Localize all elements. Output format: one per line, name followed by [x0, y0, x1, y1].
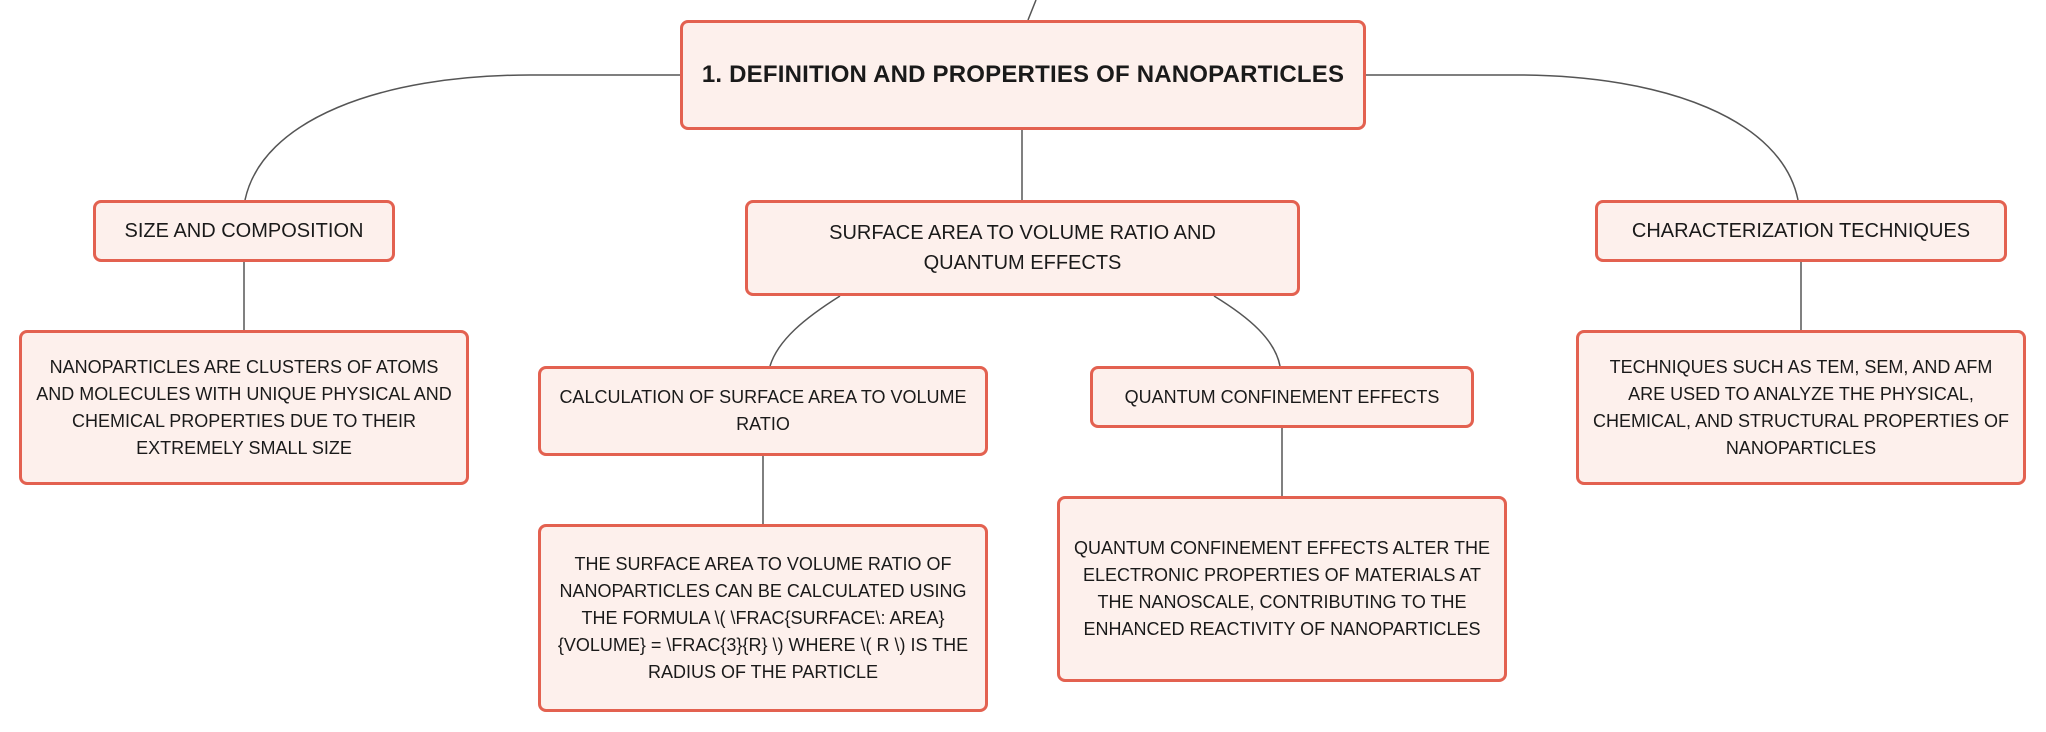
- subtopic-calculation-of-ratio[interactable]: [538, 366, 988, 456]
- detail-characterization-techniques-text: TECHNIQUES SUCH AS TEM, SEM, AND AFM ARE USED TO ANALYZE THE PHYSICAL, CHEMICAL, AND STRUCTURAL PROPERTIES OF NANOPARTICLES: [1592, 356, 2010, 458]
- topic-size-and-composition[interactable]: [93, 200, 395, 262]
- detail-quantum-confinement-effects-text: QUANTUM CONFINEMENT EFFECTS ALTER THE ELECTRONIC PROPERTIES OF MATERIALS AT THE NANOSCALE, CONTRIBUTING TO THE ENHANCED REACTIVITY OF NANOPARTICLES: [1073, 538, 1491, 639]
- subtopic-calculation-of-ratio-label: CALCULATION OF SURFACE AREA TO VOLUME RATIO: [559, 387, 967, 434]
- detail-calculation-of-ratio[interactable]: [538, 524, 988, 712]
- connector-root-to-characterization: [1366, 75, 1798, 200]
- connector-surface-area-to-quantum: [1214, 296, 1280, 366]
- detail-characterization-techniques[interactable]: [1576, 330, 2026, 485]
- detail-size-and-composition-text: NANOPARTICLES ARE CLUSTERS OF ATOMS AND MOLECULES WITH UNIQUE PHYSICAL AND CHEMICAL PROPERTIES DUE TO THEIR EXTREMELY SMALL SIZE: [36, 356, 452, 458]
- detail-calculation-of-ratio-text: THE SURFACE AREA TO VOLUME RATIO OF NANOPARTICLES CAN BE CALCULATED USING THE FORMULA \( \FRAC{SURFACE\: AREA}{VOLUME} = \FRAC{3}{R} \) WHERE \( R \) IS THE RADIUS OF THE PARTICLE: [557, 553, 969, 682]
- root-node-label: 1. DEFINITION AND PROPERTIES OF NANOPARTICLES: [701, 61, 1345, 88]
- topic-characterization-techniques-label: CHARACTERIZATION TECHNIQUES: [1631, 220, 1971, 242]
- subtopic-quantum-confinement-effects[interactable]: [1090, 366, 1474, 428]
- detail-quantum-confinement-effects[interactable]: [1057, 496, 1507, 682]
- subtopic-quantum-confinement-effects-label: QUANTUM CONFINEMENT EFFECTS: [1124, 386, 1440, 407]
- topic-characterization-techniques[interactable]: [1595, 200, 2007, 262]
- topic-surface-area-quantum-effects-label: SURFACE AREA TO VOLUME RATIO AND QUANTUM EFFECTS: [829, 222, 1216, 274]
- topic-surface-area-quantum-effects[interactable]: [745, 200, 1300, 296]
- root-node[interactable]: [680, 20, 1366, 130]
- connector-root-to-size-composition: [245, 75, 680, 200]
- topic-size-and-composition-label: SIZE AND COMPOSITION: [124, 220, 364, 242]
- detail-size-and-composition[interactable]: [19, 330, 469, 485]
- connector-surface-area-to-calculation: [770, 296, 840, 366]
- connector-parent-to-root: [1028, 0, 1036, 20]
